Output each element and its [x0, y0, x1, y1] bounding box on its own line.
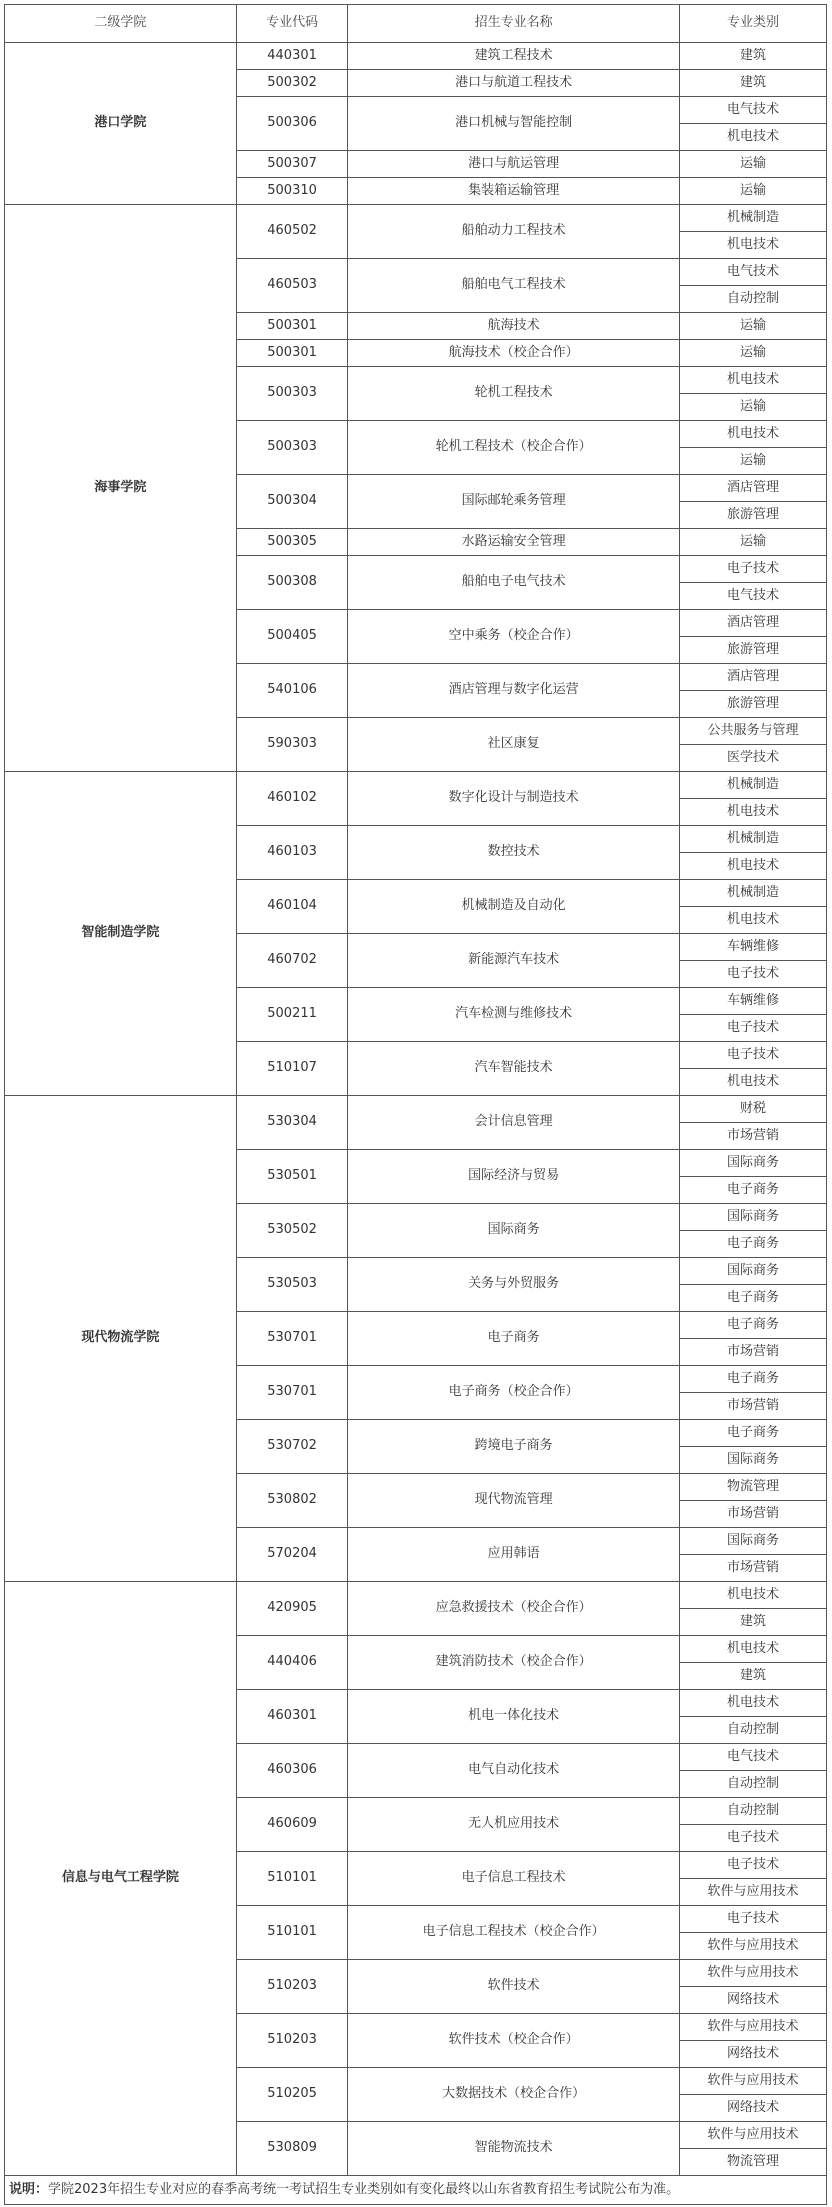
- major-code-cell: 510203: [236, 1960, 348, 2014]
- major-name-cell: 汽车检测与维修技术: [348, 988, 680, 1042]
- category-cell: 软件与应用技术: [679, 2068, 826, 2095]
- category-cell: 建筑: [679, 1609, 826, 1636]
- major-name-cell: 软件技术: [348, 1960, 680, 2014]
- category-cell: 机械制造: [679, 880, 826, 907]
- category-cell: 网络技术: [679, 2041, 826, 2068]
- major-name-cell: 港口机械与智能控制: [348, 97, 680, 151]
- college-name-cell: 智能制造学院: [5, 772, 237, 1096]
- category-cell: 机械制造: [679, 205, 826, 232]
- major-name-cell: 国际邮轮乘务管理: [348, 475, 680, 529]
- category-cell: 国际商务: [679, 1528, 826, 1555]
- category-cell: 车辆维修: [679, 934, 826, 961]
- category-cell: 软件与应用技术: [679, 1960, 826, 1987]
- major-name-cell: 大数据技术（校企合作）: [348, 2068, 680, 2122]
- major-code-cell: 510205: [236, 2068, 348, 2122]
- major-code-cell: 460609: [236, 1798, 348, 1852]
- category-cell: 运输: [679, 151, 826, 178]
- category-cell: 医学技术: [679, 745, 826, 772]
- category-cell: 机电技术: [679, 799, 826, 826]
- major-code-cell: 510101: [236, 1852, 348, 1906]
- category-cell: 软件与应用技术: [679, 2014, 826, 2041]
- category-cell: 机电技术: [679, 1582, 826, 1609]
- major-name-cell: 船舶电子电气技术: [348, 556, 680, 610]
- major-name-cell: 船舶电气工程技术: [348, 259, 680, 313]
- table-row: [5, 1096, 827, 1123]
- category-cell: 国际商务: [679, 1258, 826, 1285]
- category-cell: 物流管理: [679, 1474, 826, 1501]
- category-cell: 车辆维修: [679, 988, 826, 1015]
- table-row: [5, 1582, 827, 1609]
- major-name-cell: 机械制造及自动化: [348, 880, 680, 934]
- category-cell: 市场营销: [679, 1339, 826, 1366]
- category-cell: 电气技术: [679, 583, 826, 610]
- enrollment-table-wrapper: [4, 4, 827, 2205]
- category-cell: 物流管理: [679, 2149, 826, 2176]
- major-name-cell: 电气自动化技术: [348, 1744, 680, 1798]
- major-name-cell: 无人机应用技术: [348, 1798, 680, 1852]
- major-code-cell: 530502: [236, 1204, 348, 1258]
- category-cell: 国际商务: [679, 1150, 826, 1177]
- major-code-cell: 590303: [236, 718, 348, 772]
- major-name-cell: 国际商务: [348, 1204, 680, 1258]
- category-cell: 自动控制: [679, 286, 826, 313]
- category-cell: 电子技术: [679, 1015, 826, 1042]
- major-code-cell: 530702: [236, 1420, 348, 1474]
- category-cell: 国际商务: [679, 1204, 826, 1231]
- college-name-cell: 现代物流学院: [5, 1096, 237, 1582]
- major-name-cell: 现代物流管理: [348, 1474, 680, 1528]
- category-cell: 酒店管理: [679, 664, 826, 691]
- category-cell: 自动控制: [679, 1798, 826, 1825]
- major-code-cell: 530809: [236, 2122, 348, 2176]
- major-code-cell: 530802: [236, 1474, 348, 1528]
- major-name-cell: 电子商务: [348, 1312, 680, 1366]
- category-cell: 自动控制: [679, 1771, 826, 1798]
- major-name-cell: 建筑消防技术（校企合作）: [348, 1636, 680, 1690]
- major-code-cell: 500303: [236, 367, 348, 421]
- category-cell: 旅游管理: [679, 637, 826, 664]
- major-code-cell: 530501: [236, 1150, 348, 1204]
- category-cell: 软件与应用技术: [679, 1933, 826, 1960]
- category-cell: 机电技术: [679, 421, 826, 448]
- table-body: [5, 43, 827, 2176]
- college-name-cell: 港口学院: [5, 43, 237, 205]
- major-name-cell: 跨境电子商务: [348, 1420, 680, 1474]
- category-cell: 运输: [679, 394, 826, 421]
- category-cell: 酒店管理: [679, 610, 826, 637]
- category-cell: 电子技术: [679, 1906, 826, 1933]
- category-cell: 电子技术: [679, 1825, 826, 1852]
- major-code-cell: 510101: [236, 1906, 348, 1960]
- note-text: 学院2023年招生专业对应的春季高考统一考试招生专业类别如有变化最终以山东省教育招生考试院公布为准。: [48, 2181, 680, 2197]
- major-name-cell: 港口与航运管理: [348, 151, 680, 178]
- major-code-cell: 500301: [236, 340, 348, 367]
- category-cell: 国际商务: [679, 1447, 826, 1474]
- major-name-cell: 电子商务（校企合作）: [348, 1366, 680, 1420]
- category-cell: 电子商务: [679, 1231, 826, 1258]
- major-name-cell: 轮机工程技术: [348, 367, 680, 421]
- major-name-cell: 新能源汽车技术: [348, 934, 680, 988]
- category-cell: 电气技术: [679, 259, 826, 286]
- category-cell: 旅游管理: [679, 502, 826, 529]
- header-category: 专业类别: [679, 5, 826, 43]
- category-cell: 机械制造: [679, 826, 826, 853]
- major-code-cell: 500306: [236, 97, 348, 151]
- category-cell: 运输: [679, 529, 826, 556]
- major-code-cell: 500302: [236, 70, 348, 97]
- note-cell: [5, 2176, 827, 2205]
- major-code-cell: 460104: [236, 880, 348, 934]
- major-name-cell: 港口与航道工程技术: [348, 70, 680, 97]
- major-name-cell: 建筑工程技术: [348, 43, 680, 70]
- category-cell: 运输: [679, 340, 826, 367]
- category-cell: 机电技术: [679, 367, 826, 394]
- major-code-cell: 420905: [236, 1582, 348, 1636]
- major-code-cell: 440301: [236, 43, 348, 70]
- category-cell: 市场营销: [679, 1123, 826, 1150]
- major-name-cell: 机电一体化技术: [348, 1690, 680, 1744]
- major-code-cell: 500405: [236, 610, 348, 664]
- major-code-cell: 460306: [236, 1744, 348, 1798]
- major-code-cell: 540106: [236, 664, 348, 718]
- category-cell: 电子商务: [679, 1420, 826, 1447]
- major-name-cell: 会计信息管理: [348, 1096, 680, 1150]
- major-code-cell: 530304: [236, 1096, 348, 1150]
- major-name-cell: 智能物流技术: [348, 2122, 680, 2176]
- category-cell: 机械制造: [679, 772, 826, 799]
- major-code-cell: 460502: [236, 205, 348, 259]
- category-cell: 网络技术: [679, 2095, 826, 2122]
- major-name-cell: 酒店管理与数字化运营: [348, 664, 680, 718]
- enrollment-majors-table: [4, 4, 827, 2205]
- category-cell: 运输: [679, 313, 826, 340]
- category-cell: 市场营销: [679, 1501, 826, 1528]
- category-cell: 机电技术: [679, 1636, 826, 1663]
- category-cell: 机电技术: [679, 124, 826, 151]
- major-code-cell: 460103: [236, 826, 348, 880]
- category-cell: 市场营销: [679, 1393, 826, 1420]
- category-cell: 市场营销: [679, 1555, 826, 1582]
- college-name-cell: 海事学院: [5, 205, 237, 772]
- category-cell: 运输: [679, 178, 826, 205]
- category-cell: 运输: [679, 448, 826, 475]
- major-name-cell: 电子信息工程技术: [348, 1852, 680, 1906]
- category-cell: 软件与应用技术: [679, 1879, 826, 1906]
- major-code-cell: 460702: [236, 934, 348, 988]
- major-code-cell: 500301: [236, 313, 348, 340]
- major-name-cell: 关务与外贸服务: [348, 1258, 680, 1312]
- major-code-cell: 530701: [236, 1366, 348, 1420]
- category-cell: 电子技术: [679, 961, 826, 988]
- table-header-row: [5, 5, 827, 43]
- category-cell: 公共服务与管理: [679, 718, 826, 745]
- category-cell: 电子商务: [679, 1366, 826, 1393]
- major-name-cell: 集装箱运输管理: [348, 178, 680, 205]
- category-cell: 酒店管理: [679, 475, 826, 502]
- header-major-code: 专业代码: [236, 5, 348, 43]
- category-cell: 电气技术: [679, 1744, 826, 1771]
- table-row: [5, 772, 827, 799]
- table-row: [5, 43, 827, 70]
- major-name-cell: 数控技术: [348, 826, 680, 880]
- major-name-cell: 汽车智能技术: [348, 1042, 680, 1096]
- note-row: [5, 2176, 827, 2205]
- major-name-cell: 应用韩语: [348, 1528, 680, 1582]
- category-cell: 电子技术: [679, 556, 826, 583]
- category-cell: 电子商务: [679, 1285, 826, 1312]
- table-row: [5, 205, 827, 232]
- college-name-cell: 信息与电气工程学院: [5, 1582, 237, 2176]
- major-name-cell: 空中乘务（校企合作）: [348, 610, 680, 664]
- major-code-cell: 500305: [236, 529, 348, 556]
- major-code-cell: 500304: [236, 475, 348, 529]
- category-cell: 自动控制: [679, 1717, 826, 1744]
- major-name-cell: 应急救援技术（校企合作）: [348, 1582, 680, 1636]
- major-code-cell: 530701: [236, 1312, 348, 1366]
- major-code-cell: 460301: [236, 1690, 348, 1744]
- major-name-cell: 社区康复: [348, 718, 680, 772]
- category-cell: 电子技术: [679, 1042, 826, 1069]
- major-name-cell: 电子信息工程技术（校企合作）: [348, 1906, 680, 1960]
- major-code-cell: 500308: [236, 556, 348, 610]
- category-cell: 机电技术: [679, 1069, 826, 1096]
- category-cell: 机电技术: [679, 853, 826, 880]
- category-cell: 网络技术: [679, 1987, 826, 2014]
- category-cell: 电子商务: [679, 1177, 826, 1204]
- header-major-name: 招生专业名称: [348, 5, 680, 43]
- major-code-cell: 510107: [236, 1042, 348, 1096]
- major-name-cell: 水路运输安全管理: [348, 529, 680, 556]
- major-code-cell: 440406: [236, 1636, 348, 1690]
- major-code-cell: 500307: [236, 151, 348, 178]
- major-code-cell: 530503: [236, 1258, 348, 1312]
- category-cell: 机电技术: [679, 1690, 826, 1717]
- category-cell: 电子技术: [679, 1852, 826, 1879]
- major-code-cell: 460102: [236, 772, 348, 826]
- major-name-cell: 船舶动力工程技术: [348, 205, 680, 259]
- category-cell: 机电技术: [679, 232, 826, 259]
- category-cell: 旅游管理: [679, 691, 826, 718]
- major-name-cell: 航海技术: [348, 313, 680, 340]
- major-name-cell: 航海技术（校企合作）: [348, 340, 680, 367]
- category-cell: 电气技术: [679, 97, 826, 124]
- major-name-cell: 软件技术（校企合作）: [348, 2014, 680, 2068]
- category-cell: 建筑: [679, 1663, 826, 1690]
- category-cell: 建筑: [679, 43, 826, 70]
- category-cell: 财税: [679, 1096, 826, 1123]
- major-name-cell: 数字化设计与制造技术: [348, 772, 680, 826]
- note-label: 说明：: [9, 2181, 49, 2197]
- major-code-cell: 500211: [236, 988, 348, 1042]
- header-college: 二级学院: [5, 5, 237, 43]
- category-cell: 建筑: [679, 70, 826, 97]
- major-code-cell: 460503: [236, 259, 348, 313]
- major-code-cell: 500303: [236, 421, 348, 475]
- category-cell: 电子商务: [679, 1312, 826, 1339]
- major-code-cell: 510203: [236, 2014, 348, 2068]
- category-cell: 软件与应用技术: [679, 2122, 826, 2149]
- major-code-cell: 570204: [236, 1528, 348, 1582]
- major-name-cell: 国际经济与贸易: [348, 1150, 680, 1204]
- major-name-cell: 轮机工程技术（校企合作）: [348, 421, 680, 475]
- major-code-cell: 500310: [236, 178, 348, 205]
- category-cell: 机电技术: [679, 907, 826, 934]
